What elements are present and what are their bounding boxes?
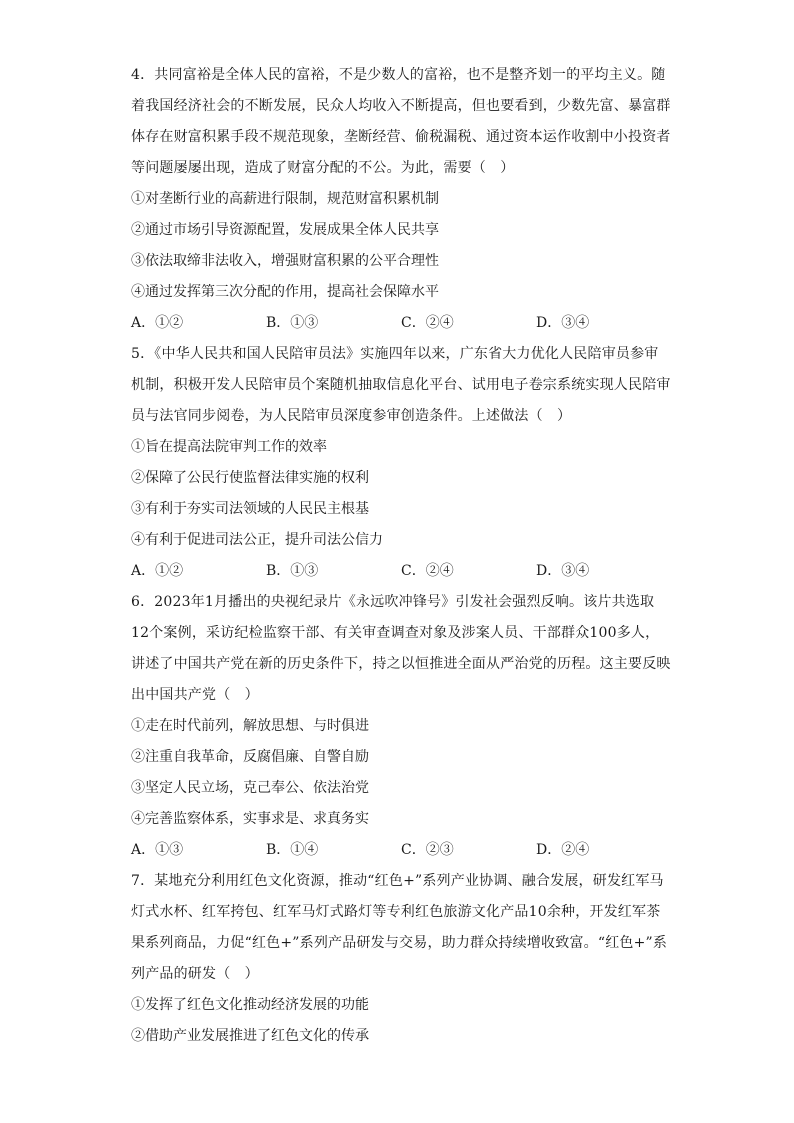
option-2: ②注重自我革命，反腐倡廉、自警自励 xyxy=(131,749,369,765)
option-2: ②借助产业发展推进了红色文化的传承 xyxy=(131,1028,369,1044)
choice-a[interactable]: A．①② xyxy=(131,315,184,331)
question-5 xyxy=(131,339,671,587)
option-4: ④通过发挥第三次分配的作用，提高社会保障水平 xyxy=(131,284,439,300)
question-stem: 7．某地充分利用红色文化资源，推动“红色+”系列产业协调、融合发展，研发红军马灯式水杯、红军挎包、红军马灯式路灯等专利红色旅游文化产品10余种，开发红军茶果系列商品，力促“红色+”系列产品研发与交易，助力群众持续增收致富。“红色+”系列产品的研发（ ） xyxy=(131,873,668,982)
option-3: ③依法取缔非法收入，增强财富积累的公平合理性 xyxy=(131,253,439,269)
option-1: ①走在时代前列，解放思想、与时俱进 xyxy=(131,718,369,734)
choice-b[interactable]: B．①④ xyxy=(266,842,319,858)
option-2: ②通过市场引导资源配置，发展成果全体人民共享 xyxy=(131,222,439,238)
option-3: ③坚定人民立场，克己奉公、依法治党 xyxy=(131,780,369,796)
choice-a[interactable]: A．①② xyxy=(131,563,184,579)
exam-page xyxy=(131,60,671,1052)
answer-choices xyxy=(131,308,671,339)
choice-c[interactable]: C．②④ xyxy=(401,315,454,331)
choice-d[interactable]: D．③④ xyxy=(536,563,590,579)
choice-b[interactable]: B．①③ xyxy=(266,315,319,331)
choice-c[interactable]: C．②④ xyxy=(401,563,454,579)
question-stem: 5．《中华人民共和国人民陪审员法》实施四年以来，广东省大力优化人民陪审员参审机制，积极开发人民陪审员个案随机抽取信息化平台、试用电子卷宗系统实现人民陪审员与法官同步阅卷，为人民陪审员深度参审创造条件。上述做法（ ） xyxy=(131,346,671,424)
choice-d[interactable]: D．③④ xyxy=(536,315,590,331)
option-1: ①对垄断行业的高薪进行限制，规范财富积累机制 xyxy=(131,191,439,207)
answer-choices xyxy=(131,556,671,587)
question-4 xyxy=(131,60,671,339)
choice-a[interactable]: A．①③ xyxy=(131,842,184,858)
option-1: ①旨在提高法院审判工作的效率 xyxy=(131,439,327,455)
question-6 xyxy=(131,587,671,866)
option-3: ③有利于夯实司法领域的人民民主根基 xyxy=(131,501,369,517)
option-1: ①发挥了红色文化推动经济发展的功能 xyxy=(131,997,369,1013)
choice-d[interactable]: D．②④ xyxy=(536,842,590,858)
choice-c[interactable]: C．②③ xyxy=(401,842,454,858)
option-2: ②保障了公民行使监督法律实施的权利 xyxy=(131,470,369,486)
option-4: ④有利于促进司法公正，提升司法公信力 xyxy=(131,532,383,548)
question-stem: 4．共同富裕是全体人民的富裕，不是少数人的富裕，也不是整齐划一的平均主义。随着我国经济社会的不断发展，民众人均收入不断提高，但也要看到，少数先富、暴富群体存在财富积累手段不规范现象，垄断经营、偷税漏税、通过资本运作收割中小投资者等问题屡屡出现，造成了财富分配的不公。为此，需要（ ） xyxy=(131,67,671,176)
question-7 xyxy=(131,866,671,1052)
option-4: ④完善监察体系，实事求是、求真务实 xyxy=(131,811,369,827)
question-stem: 6．2023年1月播出的央视纪录片《永远吹冲锋号》引发社会强烈反响。该片共选取12个案例，采访纪检监察干部、有关审查调查对象及涉案人员、干部群众100多人，讲述了中国共产党在新的历史条件下，持之以恒推进全面从严治党的历程。这主要反映出中国共产党（ ） xyxy=(131,594,671,703)
choice-b[interactable]: B．①③ xyxy=(266,563,319,579)
answer-choices xyxy=(131,835,671,866)
